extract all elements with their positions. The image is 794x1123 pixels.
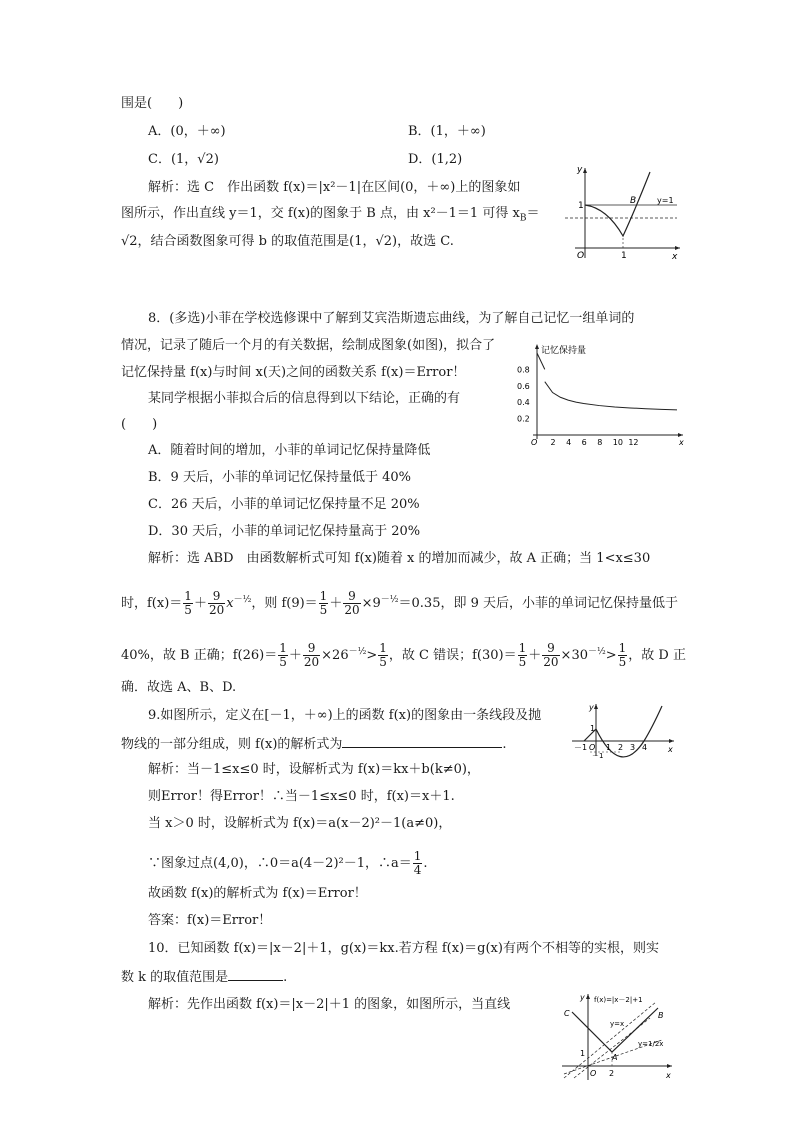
q9-graph-y-label: y <box>589 703 594 712</box>
x-tick-label: 6 <box>581 438 587 445</box>
q10-graph-two: 2 <box>609 1069 615 1078</box>
q9-graph-tick-2: 2 <box>618 743 624 752</box>
q7-option-c: C．(1，√2) <box>148 152 219 167</box>
q9-answer: 答案：f(x)＝Error！ <box>148 913 272 928</box>
q9-graph-tick-1: 1 <box>606 743 612 752</box>
q10-graph-yhalf-label: y=1/2x <box>638 1040 664 1048</box>
y-tick-label: 0.2 <box>517 414 530 424</box>
q9-graph-tick-3: 3 <box>630 743 636 752</box>
q7-solution-line3: √2，结合函数图象可得 b 的取值范围是(1，√2)，故选 C. <box>121 234 454 249</box>
q7-graph-point-b: B <box>630 196 637 206</box>
q7-option-b: B．(1，＋∞) <box>408 124 486 139</box>
chart-series-curve <box>545 382 677 410</box>
q10-answer-blank[interactable] <box>228 968 283 981</box>
x-tick-label: 8 <box>597 438 603 445</box>
q9-solution-line1: 解析：当－1≤x≤0 时，设解析式为 f(x)＝kx＋b(k≠0)， <box>148 762 480 777</box>
q7-graph-x-one: 1 <box>621 251 627 260</box>
q8-stem-line2: 情况，记录了随后一个月的有关数据，绘制成图象(如图)，拟合了 <box>121 338 496 353</box>
x-axis-arrow <box>678 433 683 437</box>
x-tick-label: 2 <box>550 438 556 445</box>
q8-option-c: C．26 天后，小菲的单词记忆保持量不足 20% <box>148 497 420 512</box>
x-tick-label: 4 <box>566 438 572 445</box>
q9-graph <box>570 700 680 758</box>
q8-option-b: B．9 天后，小菲的单词记忆保持量低于 40% <box>148 470 411 485</box>
q8-stem-line4: 某同学根据小菲拟合后的信息得到以下结论，正确的有 <box>148 391 461 406</box>
q8-memory-chart <box>515 340 685 445</box>
y-tick-label: 0.4 <box>517 398 530 408</box>
q9-graph-x-label: x <box>668 745 673 754</box>
q8-stem-line3: 记忆保持量 f(x)与时间 x(天)之间的函数关系 f(x)＝Error！ <box>121 365 466 380</box>
chart-title: 记忆保持量 <box>541 346 587 356</box>
y-axis-arrow <box>535 344 539 349</box>
y-tick-label: 0.8 <box>517 365 530 375</box>
q10-graph-x-label: x <box>666 1071 671 1080</box>
q10-graph-fx-label: f(x)=|x－2|+1 <box>594 996 643 1004</box>
q9-graph-neg1-x: －1 <box>574 743 588 752</box>
y-tick-label: 0.6 <box>517 381 530 391</box>
q10-stem-line2: 数 k 的取值范围是 . <box>121 970 288 985</box>
q9-solution-line3: 当 x＞0 时，设解析式为 f(x)＝a(x－2)²－1(a≠0)， <box>148 816 452 831</box>
q9-graph-one-y: 1 <box>590 724 596 733</box>
q8-stem-line1: 8．(多选)小菲在学校选修课中了解到艾宾浩斯遗忘曲线，为了解自己记忆一组单词的 <box>148 311 635 326</box>
q10-graph-y-label: y <box>580 993 585 1002</box>
q10-graph-origin: O <box>590 1069 597 1078</box>
q9-graph-origin: O <box>589 743 596 752</box>
x-tick-label: 12 <box>628 438 639 445</box>
q10-graph <box>560 988 685 1083</box>
q9-stem-line2: 物线的一部分组成，则 f(x)的解析式为 . <box>121 737 507 752</box>
q9-graph-neg1-y: －1 <box>592 752 604 758</box>
q9-stem-line1: 9.如图所示，定义在[－1，＋∞)上的函数 f(x)的图象由一条线段及抛 <box>148 708 542 723</box>
q9-solution-line2: 则Error！得Error！∴当－1≤x≤0 时，f(x)＝x＋1. <box>148 789 455 804</box>
q9-solution-line5: 故函数 f(x)的解析式为 f(x)＝Error！ <box>148 886 367 901</box>
q8-solution-line3: 40%，故 B 正确；f(26)＝ $\frac{1}{5}$ ＋ $\frac{9}{20}$ $\times 26^{-\frac{1}{2}}>$ $\frac{1}{5}$ ，故 C 错误；f(30)＝ $\frac{1}{5}$ ＋ $\frac{9}{20}$ $\times 30^{-\frac{1}{2}}>$ $\frac{1}{5}$ ，故 D 正 <box>121 641 686 669</box>
q10-stem-line1: 10．已知函数 f(x)＝|x－2|＋1，g(x)＝kx.若方程 f(x)＝g(x)有两个不相等的实根，则实 <box>148 941 659 956</box>
q7-solution-line2: 图所示，作出直线 y＝1，交 f(x)的图象于 B 点，由 x²－1＝1 可得 $x_B=$ <box>121 206 540 224</box>
q7-graph-origin: O <box>577 251 585 260</box>
x-tick-label: 10 <box>612 438 623 445</box>
q8-solution-line2: 时，f(x)＝ $\frac{1}{5}$ ＋ $\frac{9}{20}$ $x^{-\frac{1}{2}}$，则 f(9)＝ $\frac{1}{5}$ ＋ $\frac{9}{20}$ $\times 9^{-\frac{1}{2}}=0.35$，即 9 天后，小菲的单词记忆保持量低于 <box>121 589 678 617</box>
q7-graph <box>555 160 685 260</box>
x-tick-label: O <box>531 438 538 445</box>
q7-graph-line-label: y=1 <box>657 196 674 205</box>
q9-answer-blank[interactable] <box>342 735 502 748</box>
q10-graph-yx-label: y=x <box>610 1020 625 1028</box>
q8-option-a: A．随着时间的增加，小菲的单词记忆保持量降低 <box>148 443 431 458</box>
chart-x-label: x <box>679 438 684 445</box>
q8-solution-line4: 确．故选 A、B、D. <box>121 680 237 695</box>
q8-option-d: D．30 天后，小菲的单词记忆保持量高于 20% <box>148 524 421 539</box>
q7-tail: 围是( ) <box>121 96 184 111</box>
q10-solution-line1: 解析：先作出函数 f(x)＝|x－2|＋1 的图象，如图所示，当直线 <box>148 997 511 1012</box>
q8-solution-line1: 解析：选 ABD 由函数解析式可知 f(x)随着 x 的增加而减少，故 A 正确；当 1<x≤30 <box>148 551 651 566</box>
q10-graph-one: 1 <box>580 1049 586 1058</box>
q9-graph-tick-4: 4 <box>642 743 648 752</box>
q7-option-a: A．(0，＋∞) <box>148 124 226 139</box>
q7-solution-line1: 解析：选 C 作出函数 f(x)＝|x²－1|在区间(0，＋∞)上的图象如 <box>148 180 521 195</box>
q9-solution-line4: ∵图象过点(4,0)，∴0＝a(4－2)²－1，∴a＝ $\frac{1}{4}$ . <box>148 849 428 877</box>
q7-graph-y-one: 1 <box>578 201 584 211</box>
q7-option-d: D．(1,2) <box>408 152 463 167</box>
q8-stem-line5: ( ) <box>121 417 158 432</box>
q7-graph-x-label: x <box>672 252 678 260</box>
q10-graph-point-c: C <box>564 1009 570 1018</box>
q10-graph-point-b: B <box>658 1011 664 1020</box>
q10-graph-point-a: A <box>612 1053 618 1062</box>
q7-graph-y-label: y <box>577 165 583 175</box>
